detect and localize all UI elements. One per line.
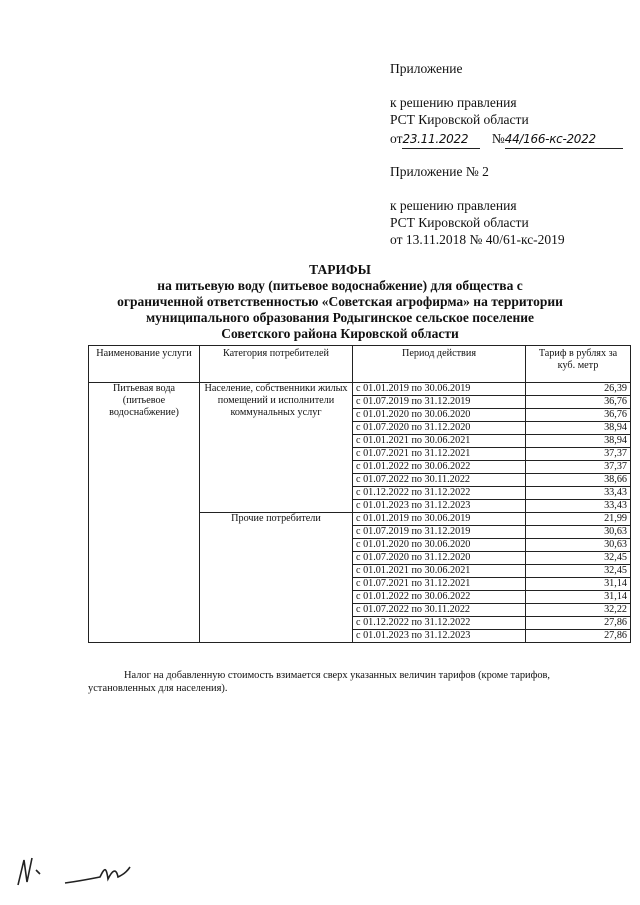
period-cell: с 01.07.2022 по 30.11.2022 — [353, 474, 526, 487]
decision-date-number — [390, 130, 623, 149]
service-name-cell: Питьевая вода (питьевое водоснабжение) — [89, 383, 200, 643]
decision-line-1: к решению правления — [390, 95, 517, 110]
period-cell: с 01.01.2023 по 31.12.2023 — [353, 630, 526, 643]
period-cell: с 01.01.2021 по 30.06.2021 — [353, 565, 526, 578]
tariff-value-cell: 32,45 — [526, 552, 631, 565]
decision-ref-2: от 13.11.2018 № 40/61-кс-2019 — [390, 232, 565, 247]
tariff-value-cell: 33,43 — [526, 487, 631, 500]
title-line-3: ограниченной ответственностью «Советская агрофирма» на территории — [117, 294, 563, 309]
number-prefix: № — [491, 131, 505, 146]
period-cell: с 01.01.2019 по 30.06.2019 — [353, 383, 526, 396]
period-cell: с 01.01.2019 по 30.06.2019 — [353, 513, 526, 526]
header-category: Категория потребителей — [200, 346, 353, 383]
tariff-value-cell: 31,14 — [526, 591, 631, 604]
period-cell: с 01.12.2022 по 31.12.2022 — [353, 617, 526, 630]
tariff-value-cell: 33,43 — [526, 500, 631, 513]
table-header-row — [89, 346, 631, 383]
tariff-value-cell: 37,37 — [526, 448, 631, 461]
period-cell: с 01.07.2022 по 30.11.2022 — [353, 604, 526, 617]
period-cell: с 01.01.2020 по 30.06.2020 — [353, 409, 526, 422]
appendix-label: Приложение — [390, 61, 463, 76]
period-cell: с 01.07.2020 по 31.12.2020 — [353, 422, 526, 435]
tariff-value-cell: 32,22 — [526, 604, 631, 617]
handwritten-date: 23.11.2022 — [402, 131, 480, 149]
period-cell: с 01.07.2019 по 31.12.2019 — [353, 526, 526, 539]
tariff-value-cell: 30,63 — [526, 539, 631, 552]
category-cell: Прочие потребители — [200, 513, 353, 643]
tariff-value-cell: 36,76 — [526, 396, 631, 409]
period-cell: с 01.01.2020 по 30.06.2020 — [353, 539, 526, 552]
header-service: Наименование услуги — [89, 346, 200, 383]
title-line-4: муниципального образования Родыгинское сельское поселение — [145, 310, 535, 325]
date-prefix: от — [390, 131, 403, 146]
appendix-2-label: Приложение № 2 — [390, 164, 489, 179]
rst-line-2: РСТ Кировской области — [390, 215, 529, 230]
tariff-value-cell: 27,86 — [526, 630, 631, 643]
title-tarify: ТАРИФЫ — [309, 262, 371, 277]
period-cell: с 01.01.2022 по 30.06.2022 — [353, 591, 526, 604]
tariff-value-cell: 38,94 — [526, 422, 631, 435]
tariff-value-cell: 32,45 — [526, 565, 631, 578]
period-cell: с 01.01.2022 по 30.06.2022 — [353, 461, 526, 474]
tariff-value-cell: 21,99 — [526, 513, 631, 526]
table-row — [89, 383, 631, 396]
tariff-table — [88, 345, 631, 643]
tariff-value-cell: 36,76 — [526, 409, 631, 422]
tariff-value-cell: 31,14 — [526, 578, 631, 591]
tariff-value-cell: 30,63 — [526, 526, 631, 539]
period-cell: с 01.07.2021 по 31.12.2021 — [353, 448, 526, 461]
period-cell: с 01.12.2022 по 31.12.2022 — [353, 487, 526, 500]
period-cell: с 01.07.2020 по 31.12.2020 — [353, 552, 526, 565]
handwritten-number: 44/166-кс-2022 — [505, 131, 623, 149]
tariff-value-cell: 26,39 — [526, 383, 631, 396]
category-cell: Население, собственники жилых помещений и исполнители коммунальных услуг — [200, 383, 353, 513]
period-cell: с 01.01.2023 по 31.12.2023 — [353, 500, 526, 513]
signature-scribble — [60, 855, 140, 895]
table-body — [89, 383, 631, 643]
tariff-value-cell: 37,37 — [526, 461, 631, 474]
tariff-value-cell: 27,86 — [526, 617, 631, 630]
document-title — [60, 262, 620, 342]
header-tariff: Тариф в рублях за куб. метр — [526, 346, 631, 383]
header-period: Период действия — [353, 346, 526, 383]
vat-note: Налог на добавленную стоимость взимается сверх указанных величин тарифов (кроме тарифов, установленных для населения). — [88, 670, 551, 694]
rst-line-1: РСТ Кировской области — [390, 112, 529, 127]
tariff-value-cell: 38,66 — [526, 474, 631, 487]
period-cell: с 01.07.2019 по 31.12.2019 — [353, 396, 526, 409]
period-cell: с 01.01.2021 по 30.06.2021 — [353, 435, 526, 448]
decision-line-2: к решению правления — [390, 198, 517, 213]
tariff-value-cell: 38,94 — [526, 435, 631, 448]
title-line-5: Советского района Кировской области — [221, 326, 459, 341]
period-cell: с 01.07.2021 по 31.12.2021 — [353, 578, 526, 591]
title-line-2: на питьевую воду (питьевое водоснабжение) для общества с — [157, 278, 523, 293]
